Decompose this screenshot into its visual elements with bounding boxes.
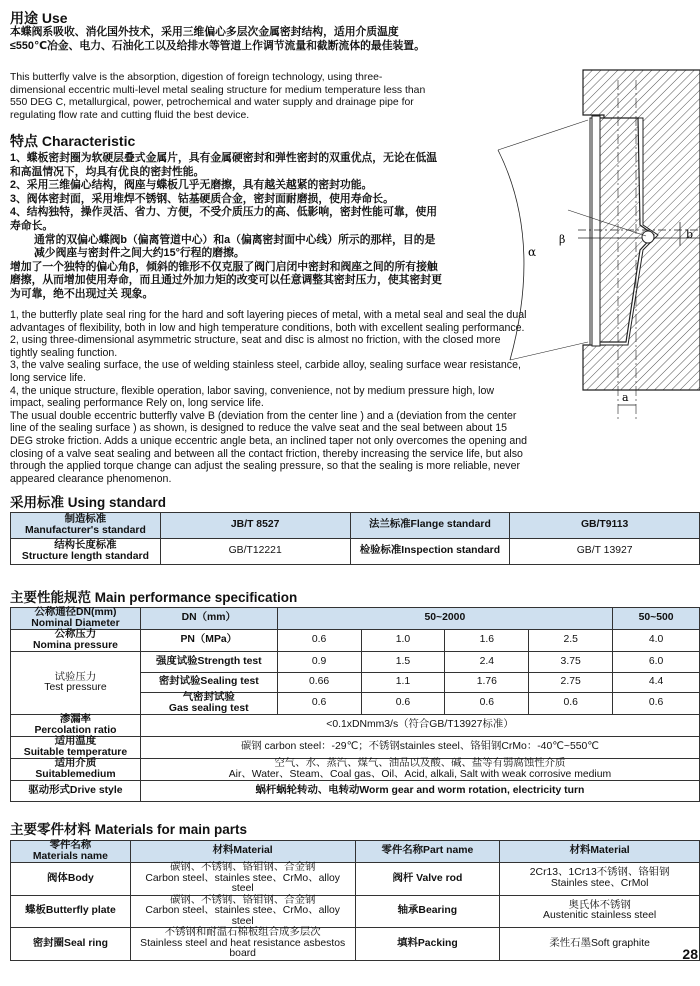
sealing-value: 0.66	[277, 672, 361, 693]
part-material: 2Cr13、1Cr13不锈钢、铬钼钢 Stainles stee、CrMol	[500, 863, 700, 896]
char-zh-4: 4、结构独特，操作灵活、省力、方便，不受介质压力的高、低影响，密封性能可靠，使用寿命长。	[10, 206, 438, 232]
materials-header: 零件名称 Materials name	[11, 841, 131, 863]
table-row	[11, 715, 700, 737]
temperature-label: 适用温度 Suitable temperature	[11, 737, 141, 759]
part-name: 轴承Bearing	[355, 895, 500, 928]
strength-value: 3.75	[529, 652, 613, 673]
standard-value: JB/T 8527	[160, 513, 350, 539]
table-row	[11, 630, 700, 652]
strength-value: 6.0	[613, 652, 700, 673]
performance-table	[10, 607, 700, 802]
use-text-en: This butterfly valve is the absorption, digestion of foreign technology, using three-dimensional eccentric multi-level metal sealing structure for medium temperature less than 550 DEG C, metallurgical, power, petrochemical and water supply and drainage pipe for regulating flow rate and cutting fluid the best device.	[10, 72, 426, 121]
percolation-value: <0.1xDNmm3/s（符合GB/T13927标准）	[140, 715, 699, 737]
char-zh-1: 1、蝶板密封圈为软硬层叠式金属片，具有金属硬密封和弹性密封的双重优点，无论在低温和高温情况下，均具有优良的密封性能。	[10, 152, 438, 178]
part-name: 填料Packing	[355, 928, 500, 961]
alpha-label: α	[528, 245, 537, 259]
table-row	[11, 928, 700, 961]
materials-heading: 主要零件材料 Materials for main parts	[10, 822, 248, 837]
pn-value: 0.6	[277, 630, 361, 652]
b-label: b	[686, 228, 694, 241]
strength-value: 2.4	[445, 652, 529, 673]
drive-label: 驱动形式Drive style	[11, 781, 141, 802]
percolation-label: 渗漏率 Percolation ratio	[11, 715, 141, 737]
table-row	[11, 759, 700, 781]
use-heading: 用途 Use	[10, 10, 68, 26]
temperature-value: 碳钢 carbon steel：-29℃；不锈钢stainles steel、铬钼钢CrMo：-40℃~550℃	[140, 737, 699, 759]
sealing-value: 1.1	[361, 672, 445, 693]
pn-value: 1.0	[361, 630, 445, 652]
drive-value: 蜗杆蜗轮转动、电转动Worm gear and worm rotation, electricity turn	[140, 781, 699, 802]
materials-table	[10, 840, 700, 961]
char-zh-2: 2、采用三维偏心结构，阀座与蝶板几乎无磨擦，具有越关越紧的密封功能。	[10, 179, 373, 192]
page-number: 28	[682, 946, 698, 962]
pn-value: 2.5	[529, 630, 613, 652]
char-en-1: 1, the butterfly plate seal ring for the hard and soft layering pieces of metal, with a metal seal and seal the dual advantages of flexibility, both in low and high temperature conditions, both with excellent sealing performance.	[10, 309, 527, 334]
standard-label: 结构长度标准 Structure length standard	[11, 539, 161, 565]
characteristic-text-zh	[10, 152, 445, 302]
standard-heading: 采用标准 Using standard	[10, 495, 167, 510]
pn-value: 4.0	[613, 630, 700, 652]
part-name: 阀体Body	[11, 863, 131, 896]
characteristic-heading: 特点 Characteristic	[10, 133, 136, 149]
seal-ring	[592, 116, 600, 346]
standard-value: GB/T12221	[160, 539, 350, 565]
sealing-value: 1.76	[445, 672, 529, 693]
pn-value: 1.6	[445, 630, 529, 652]
part-name: 蝶板Butterfly plate	[11, 895, 131, 928]
gas-value: 0.6	[445, 693, 529, 715]
medium-label: 适用介质 Suitablemedium	[11, 759, 141, 781]
beta-label: β	[559, 233, 566, 246]
materials-header: 材料Material	[130, 841, 355, 863]
part-name: 阀杆 Valve rod	[355, 863, 500, 896]
sealing-test-label: 密封试验Sealing test	[140, 672, 277, 693]
pn-unit: PN（MPa）	[140, 630, 277, 652]
part-name: 密封圈Seal ring	[11, 928, 131, 961]
table-row	[11, 737, 700, 759]
standard-label: 检验标准Inspection standard	[350, 539, 510, 565]
table-row	[11, 781, 700, 802]
char-en-2: 2, using three-dimensional asymmetric structure, seat and disc is almost no friction, with the closed more tightly sealing function.	[10, 334, 501, 359]
part-material: 碳钢、不锈钢、铬钼钢、合金钢 Carbon steel、stainles stee、CrMo、alloy steel	[130, 895, 355, 928]
dn-range: 50~500	[613, 608, 700, 630]
table-row	[11, 513, 700, 539]
table-row	[11, 652, 700, 673]
strength-value: 0.9	[277, 652, 361, 673]
char-zh-6: 增加了一个独特的偏心角β，倾斜的锥形不仅克服了阀门启闭中密封和阀座之间的所有接触磨擦，从而增加使用寿命，而且通过外加力矩的改变可以任意调整其密封压力，使其密封更为可靠，绝不出现过关 现象。	[10, 260, 442, 300]
standard-table	[10, 512, 700, 565]
materials-header: 零件名称Part name	[355, 841, 500, 863]
standard-label: 制造标准 Manufacturer's standard	[11, 513, 161, 539]
materials-header: 材料Material	[500, 841, 700, 863]
gas-value: 0.6	[277, 693, 361, 715]
strength-test-label: 强度试验Strength test	[140, 652, 277, 673]
strength-value: 1.5	[361, 652, 445, 673]
valve-cross-section-diagram	[458, 60, 700, 440]
pn-label: 公称压力 Nomina pressure	[11, 630, 141, 652]
gas-value: 0.6	[529, 693, 613, 715]
char-en-3: 3, the valve sealing surface, the use of welding stainless steel, carbide alloy, sealing surface wear resistance, long service life.	[10, 359, 521, 384]
char-en-5: The usual double eccentric butterfly valve B (deviation from the center line ) and a (deviation from the center line of the sealing surface ) as shown, is designed to reduce the valve seat and the seal between about 15 DEG stroke friction. Adds a unique eccentric angle beta, an inclined taper not only overcomes the opening and closing of a valve seat sealing and between all the contact friction, thereby increasing the service life, but also through the applied torque change can adjust the sealing pressure, so that the sealing is more reliable, never appeared clearance phenomenon.	[10, 409, 528, 485]
gas-value: 0.6	[361, 693, 445, 715]
performance-heading: 主要性能规范 Main performance specification	[10, 590, 298, 605]
use-text-zh: 本蝶阀系吸收、消化国外技术，采用三维偏心多层次金属密封结构，适用介质温度≤550℃冶金、电力、石油化工以及给排水等管道上作调节流量和截断流体的最佳装置。	[10, 26, 425, 52]
dn-label: 公称通径DN(mm) Nominal Diameter	[11, 608, 141, 630]
a-label: a	[622, 391, 629, 404]
char-zh-3: 3、阀体密封面，采用堆焊不锈钢、钴基硬质合金，密封面耐磨损，使用寿命长。	[10, 192, 394, 205]
standard-value: GB/T9113	[510, 513, 700, 539]
dn-range: 50~2000	[277, 608, 612, 630]
table-row	[11, 539, 700, 565]
char-zh-5: 通常的双偏心蝶阀b（偏离管道中心）和a（偏离密封面中心线）所示的那样，目的是减少阀座与密封件之间大约15°行程的磨擦。	[34, 233, 436, 260]
gas-test-label: 气密封试验 Gas sealing test	[140, 693, 277, 715]
part-material: 柔性石墨Soft graphite	[500, 928, 700, 961]
standard-value: GB/T 13927	[510, 539, 700, 565]
table-row	[11, 841, 700, 863]
test-pressure-label: 试验压力 Test pressure	[11, 652, 141, 715]
sealing-value: 4.4	[613, 672, 700, 693]
char-en-4: 4, the unique structure, flexible operation, labor saving, convenience, not by medium pressure high, low impact, sealing performance Rely on, long service life.	[10, 384, 495, 410]
table-row	[11, 895, 700, 928]
sealing-value: 2.75	[529, 672, 613, 693]
medium-value: 空气、水、蒸汽、煤气、油品以及酸、碱、盐等有弱腐蚀性介质 Air、Water、Steam、Coal gas、Oil、Acid, alkali, Salt with weak corrosive medium	[140, 759, 699, 781]
alpha-arc	[498, 150, 524, 360]
gas-value: 0.6	[613, 693, 700, 715]
table-row	[11, 608, 700, 630]
part-material: 碳钢、不锈钢、铬钼钢、合金钢 Carbon steel、stainles stee、CrMo、alloy steel	[130, 863, 355, 896]
table-row	[11, 863, 700, 896]
dn-unit: DN（mm）	[140, 608, 277, 630]
part-material: 奥氏体不锈钢 Austenitic stainless steel	[500, 895, 700, 928]
characteristic-text-en	[10, 309, 530, 485]
standard-label: 法兰标准Flange standard	[350, 513, 510, 539]
part-material: 不锈钢和耐温石棉板组合成多层次 Stainless steel and heat resistance asbestos board	[130, 928, 355, 961]
